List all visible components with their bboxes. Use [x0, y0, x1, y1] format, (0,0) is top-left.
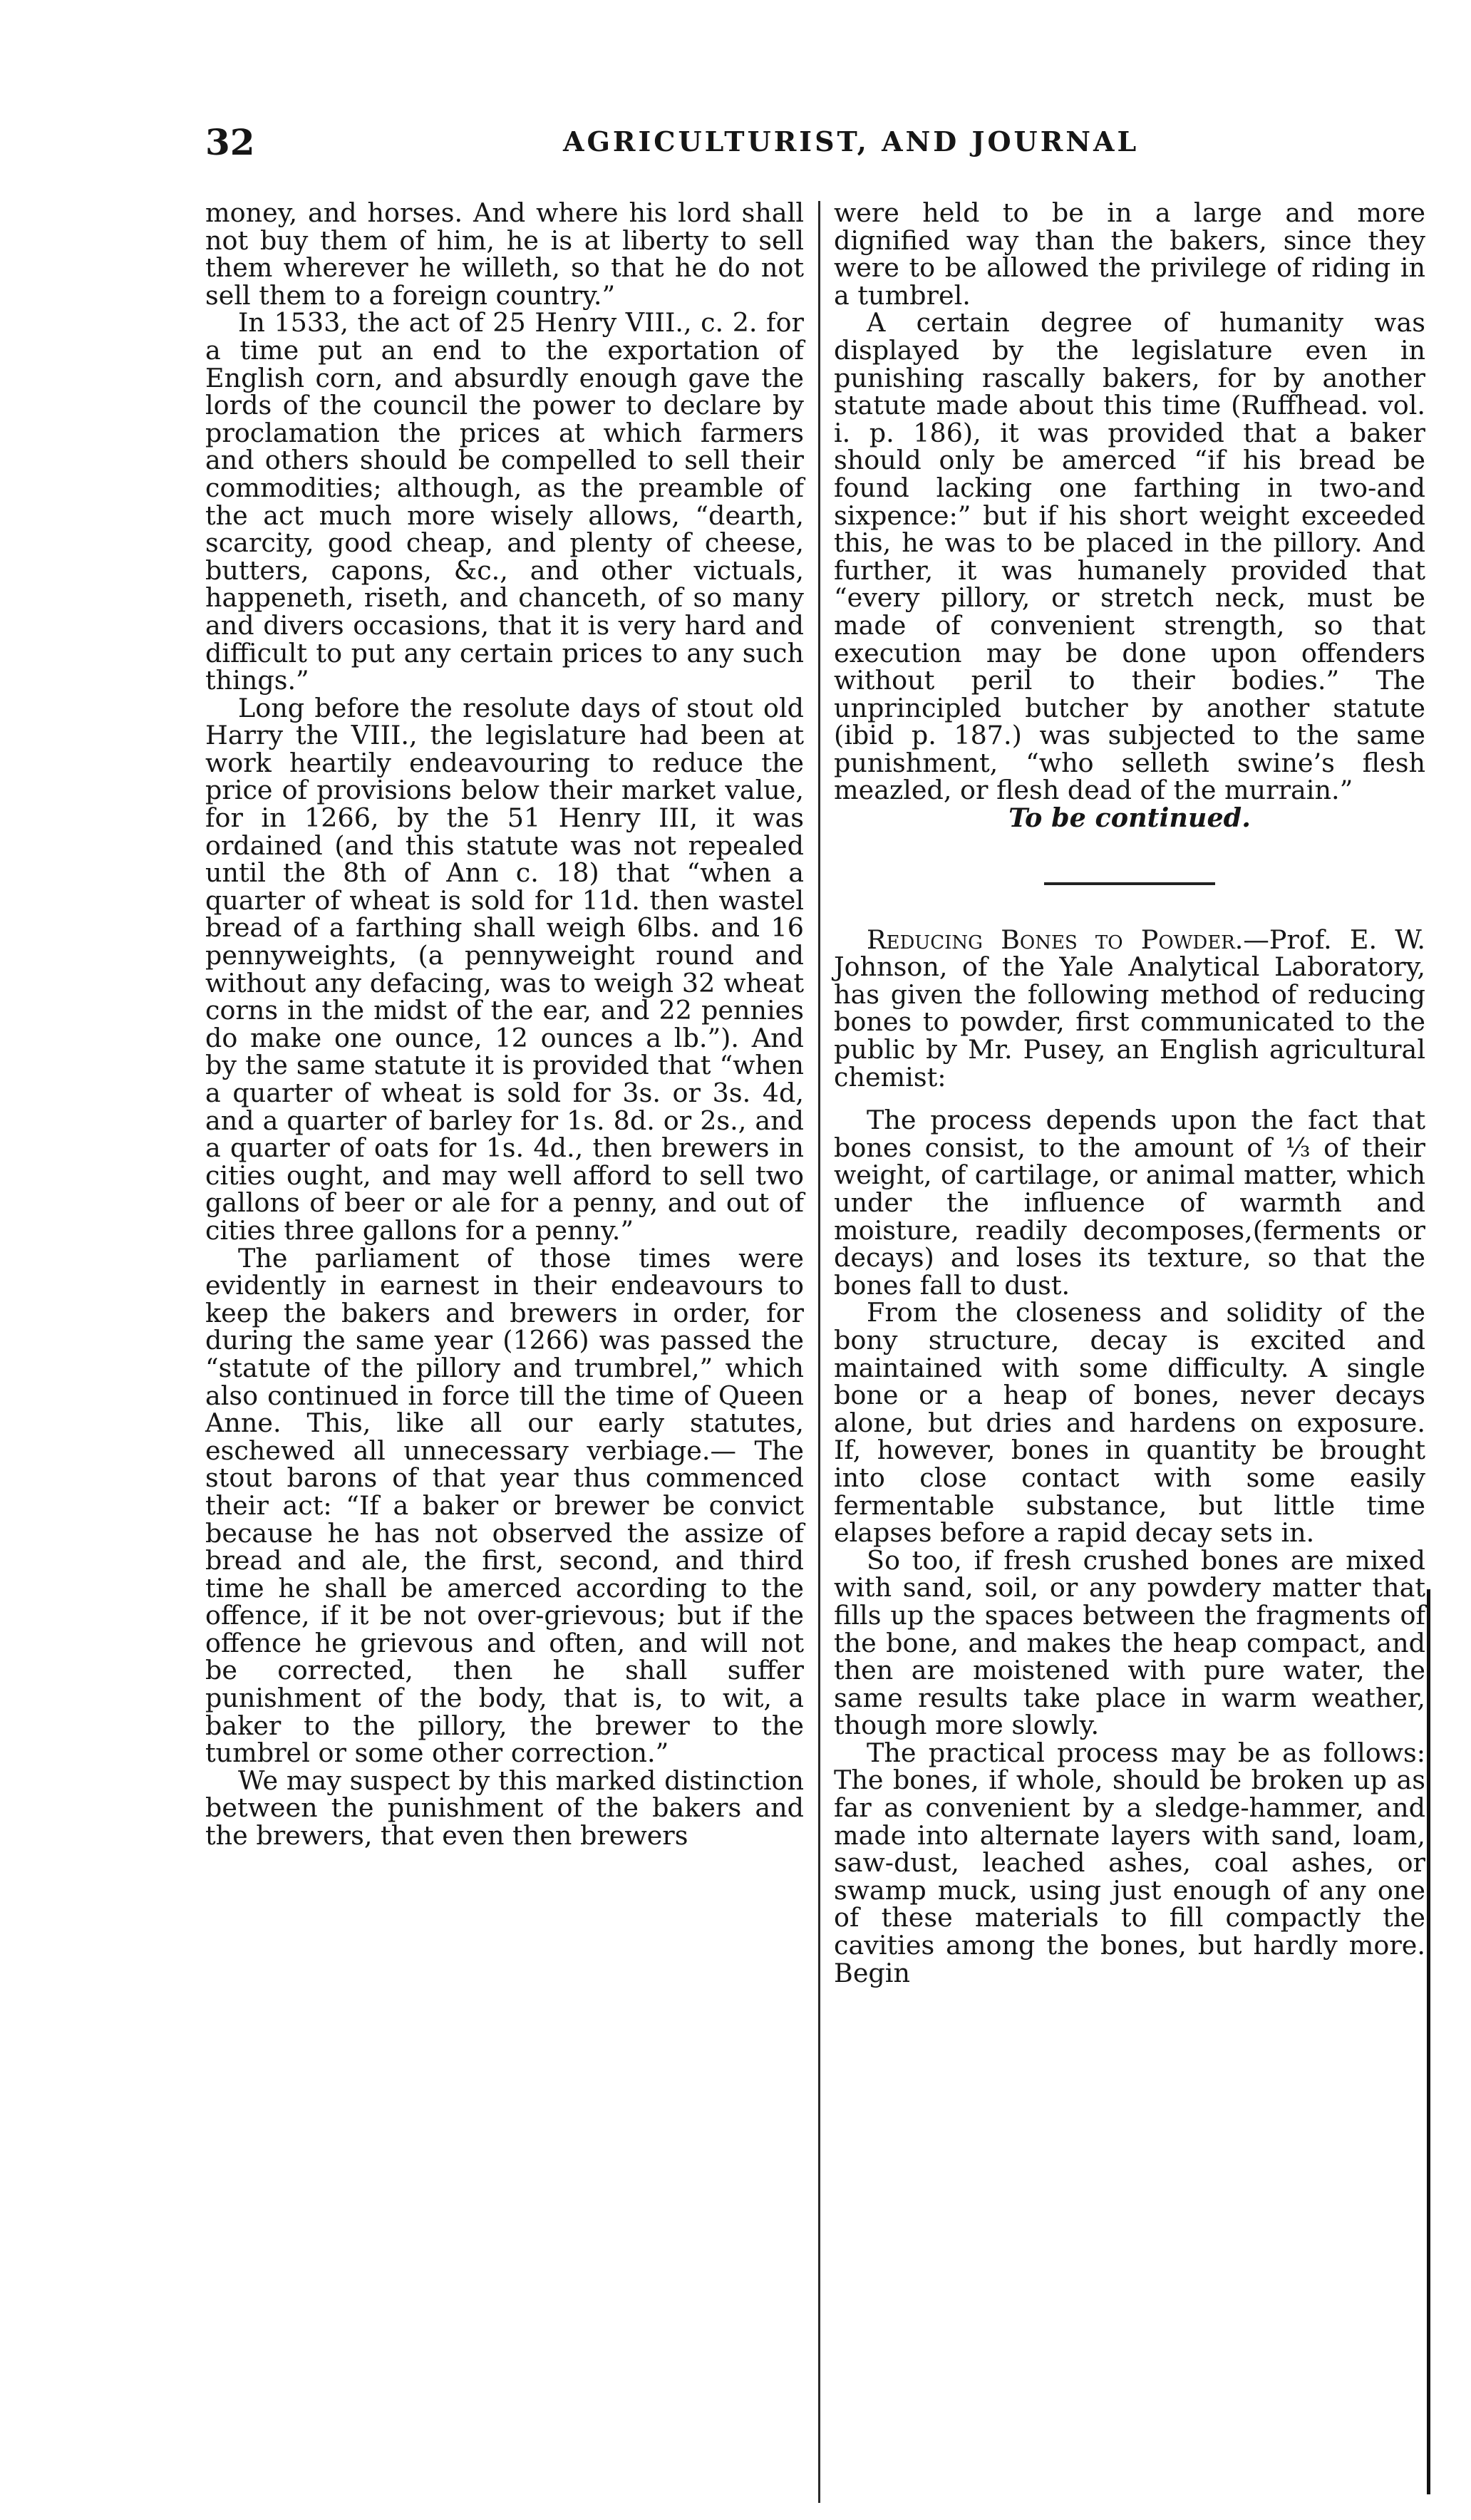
paragraph: From the closeness and solidity of the bony structure, decay is excited and maintained with some difficulty. A single bone or a heap of bones, never decays alone, but dries and hardens on exposure. If, however, bones in quantity be brought into close contact with some easily fermentable substance, but little time elapses before a rapid decay sets in. — [834, 1297, 1425, 1549]
section-separator — [1044, 882, 1215, 885]
article-title: Reducing Bones to Powder. — [867, 924, 1244, 955]
page-edge-shadow — [1427, 1589, 1430, 2494]
right-column — [834, 197, 1426, 1988]
column-divider — [818, 201, 820, 2503]
paragraph: money, and horses. And where his lord shall not buy them of him, he is at liberty to sell them wherever he willeth, so that he do not sell them to a foreign country.” — [205, 197, 804, 311]
left-column — [205, 197, 804, 1852]
paragraph: So too, if fresh crushed bones are mixed with sand, soil, or any powdery matter that fills up the spaces between the fragments of the bone, and makes the heap compact, and then are moistened with pure water, the same results take place in warm weather, though more slowly. — [834, 1544, 1425, 1741]
page-number: 32 — [205, 121, 255, 163]
paragraph: We may suspect by this marked distinction between the punishment of the bakers and the brewers, that even then brewers — [205, 1765, 804, 1852]
article-intro: —Prof. E. W. Johnson, of the Yale Analytical Laboratory, has given the following method of reducing bones to powder, first communicated to the public by Mr. Pusey, an English agricultural chemist: — [834, 924, 1426, 1093]
paragraph: The parliament of those times were evidently in earnest in their endeavours to keep the bakers and brewers in order, for during the same year (1266) was passed the “statute of the pillory and trumbrel,” which also continued in force till the time of Queen Anne. This, like all our early statutes, eschewed all unnecessary verbiage.— The stout barons of that year thus commenced their act: “If a baker or brewer be convict because he has not observed the assize of bread and ale, the first, second, and third time he shall be amerced according to the offence, if it be not over-grievous; but if the offence he grievous and often, and will not be corrected, then he shall suffer punishment of the body, that is, to wit, a baker to the pillory, the brewer to the tumbrel or some other correction.” — [205, 1242, 804, 1769]
paragraph: In 1533, the act of 25 Henry VIII., c. 2. for a time put an end to the exportation of English corn, and absurdly enough gave the lords of the council the power to declare by proclamation the prices at which farmers and others should be compelled to sell their commodities; although, as the preamble of the act much more wisely allows, “dearth, scarcity, good cheap, and plenty of cheese, butters, capons, &c., and other victuals, happeneth, riseth, and chanceth, of so many and divers occasions, that it is very hard and difficult to put any certain prices to any such things.” — [205, 307, 804, 696]
paragraph: Long before the resolute days of stout old Harry the VIII., the legislature had been at work heartily endeavouring to reduce the price of provisions below their market value, for in 1266, by the 51 Henry III, it was ordained (and this statute was not repealed until the 8th of Ann c. 18) that “when a quarter of wheat is sold for 11d. then wastel bread of a farthing shall weigh 6lbs. and 16 pennyweights, (a pennyweight round and without any defacing, was to weigh 32 wheat corns in the midst of the ear, and 22 pennies do make one ounce, 12 ounces a lb.”). And by the same statute it is provided that “when a quarter of wheat is sold for 3s. or 3s. 4d, and a quarter of barley for 1s. 8d. or 2s., and a quarter of oats for 1s. 4d., then brewers in cities ought, and may well afford to sell two gallons of beer or ale for a penny, and out of cities three gallons for a penny.” — [205, 692, 804, 1246]
page-header — [0, 121, 1471, 171]
article-heading — [834, 926, 1425, 1092]
paragraph: The process depends upon the fact that bones consist, to the amount of ⅓ of their weight, of cartilage, or animal matter, which under the influence of warmth and moisture, readily decomposes,(ferments or decays) and loses its texture, so that the bones fall to dust. — [834, 1105, 1425, 1301]
paragraph: The practical process may be as follows: The bones, if whole, should be broken up as far as convenient by a sledge-hammer, and made into alternate layers with sand, loam, saw-dust, leached ashes, coal ashes, or swamp muck, using just enough of any one of these materials to fill compactly the cavities among the bones, but hardly more. Begin — [834, 1737, 1425, 1988]
continued-label: To be continued. — [1008, 802, 1251, 834]
running-title: AGRICULTURIST, AND JOURNAL — [563, 125, 1140, 158]
paragraph: were held to be in a large and more dignified way than the bakers, since they were to be allowed the privilege of riding in a tumbrel. — [834, 197, 1425, 311]
paragraph: A certain degree of humanity was displayed by the legislature even in punishing rascally bakers, for by another statute made about this time (Ruffhead. vol. i. p. 186), it was provided that a baker should only be amerced “if his bread be found lacking one farthing in two-and sixpence:” but if his short weight exceeded this, he was to be placed in the pillory. And further, it was humanely provided that “every pillory, or stretch neck, must be made of convenient strength, so that execution may be done upon offenders without peril to their bodies.” The unprincipled butcher by another statute (ibid p. 187.) was subjected to the same punishment, “who selleth swine’s flesh meazled, or flesh dead of the murrain.” — [834, 307, 1425, 806]
